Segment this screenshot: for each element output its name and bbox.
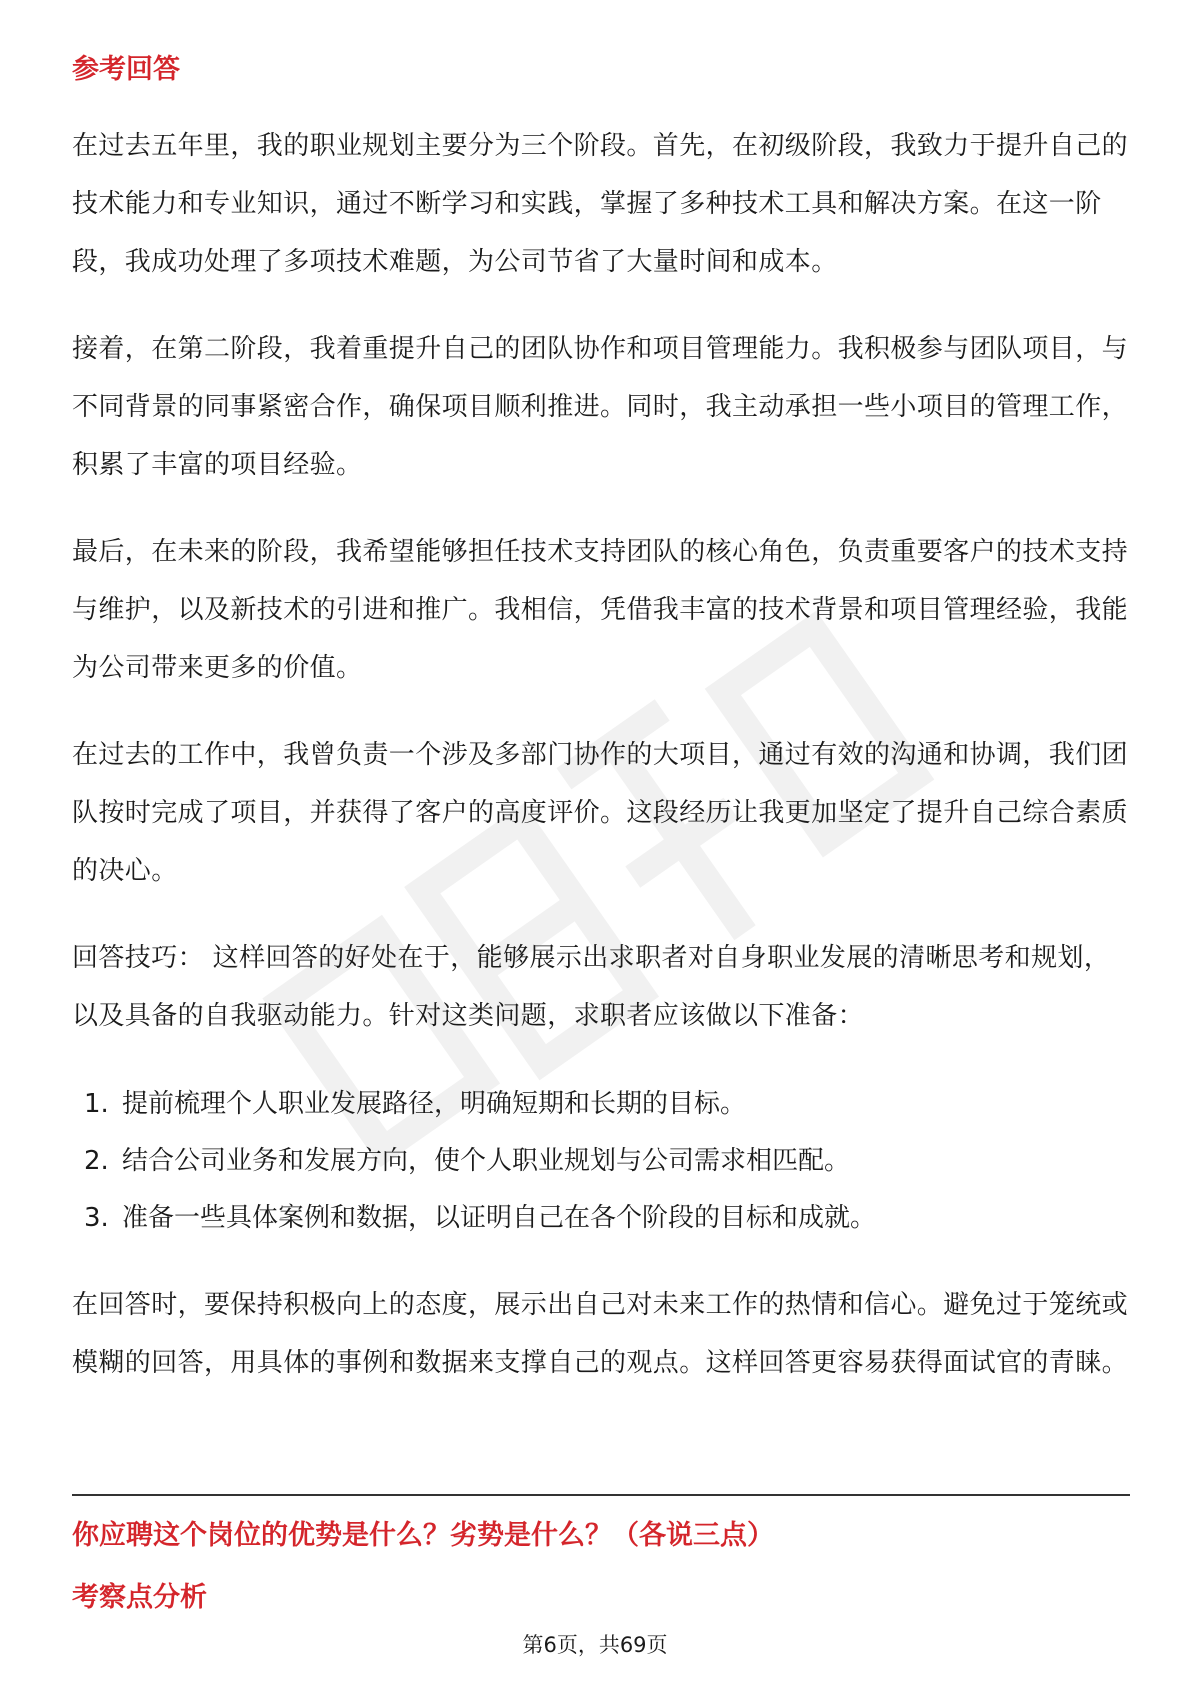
- next-section-title: 考察点分析: [72, 1582, 207, 1613]
- page-number-footer: 第6页，共69页: [522, 1633, 668, 1657]
- section-divider: [72, 1494, 1130, 1496]
- list-item-number: 3.: [84, 1203, 109, 1233]
- list-item-text: 准备一些具体案例和数据，以证明自己在各个阶段的目标和成就。: [122, 1203, 877, 1233]
- answer-paragraph-4: 在过去的工作中，我曾负责一个涉及多部门协作的大项目，通过有效的沟通和协调，我们团队按时完成了项目，并获得了客户的高度评价。这段经历让我更加坚定了提升自己综合素质的决心。: [72, 740, 1129, 886]
- list-item-number: 1.: [84, 1089, 109, 1119]
- list-item: [84, 1076, 1124, 1133]
- list-item-text: 提前梳理个人职业发展路径，明确短期和长期的目标。: [122, 1089, 747, 1119]
- list-item-text: 结合公司业务和发展方向，使个人职业规划与公司需求相匹配。: [122, 1146, 851, 1176]
- next-question-title: 你应聘这个岗位的优势是什么？劣势是什么？（各说三点）: [72, 1520, 774, 1551]
- answer-paragraph-2: 接着，在第二阶段，我着重提升自己的团队协作和项目管理能力。我积极参与团队项目，与不同背景的同事紧密合作，确保项目顺利推进。同时，我主动承担一些小项目的管理工作，积累了丰富的项目经验。: [72, 334, 1129, 480]
- list-item-number: 2.: [84, 1146, 109, 1176]
- list-item: [84, 1133, 1124, 1190]
- answer-paragraph-3: 最后，在未来的阶段，我希望能够担任技术支持团队的核心角色，负责重要客户的技术支持与维护，以及新技术的引进和推广。我相信，凭借我丰富的技术背景和项目管理经验，我能为公司带来更多的价值。: [72, 537, 1129, 683]
- answer-tips-intro: 回答技巧： 这样回答的好处在于，能够展示出求职者对自身职业发展的清晰思考和规划，以及具备的自我驱动能力。针对这类问题，求职者应该做以下准备：: [72, 943, 1111, 1031]
- answer-paragraph-1: 在过去五年里，我的职业规划主要分为三个阶段。首先，在初级阶段，我致力于提升自己的技术能力和专业知识，通过不断学习和实践，掌握了多种技术工具和解决方案。在这一阶段，我成功处理了多项技术难题，为公司节省了大量时间和成本。: [72, 131, 1129, 277]
- list-item: [84, 1190, 1124, 1247]
- section-title: 参考回答: [72, 54, 180, 85]
- closing-paragraph: 在回答时，要保持积极向上的态度，展示出自己对未来工作的热情和信心。避免过于笼统或模糊的回答，用具体的事例和数据来支撑自己的观点。这样回答更容易获得面试官的青睐。: [72, 1290, 1129, 1378]
- tips-list: [84, 1076, 1124, 1247]
